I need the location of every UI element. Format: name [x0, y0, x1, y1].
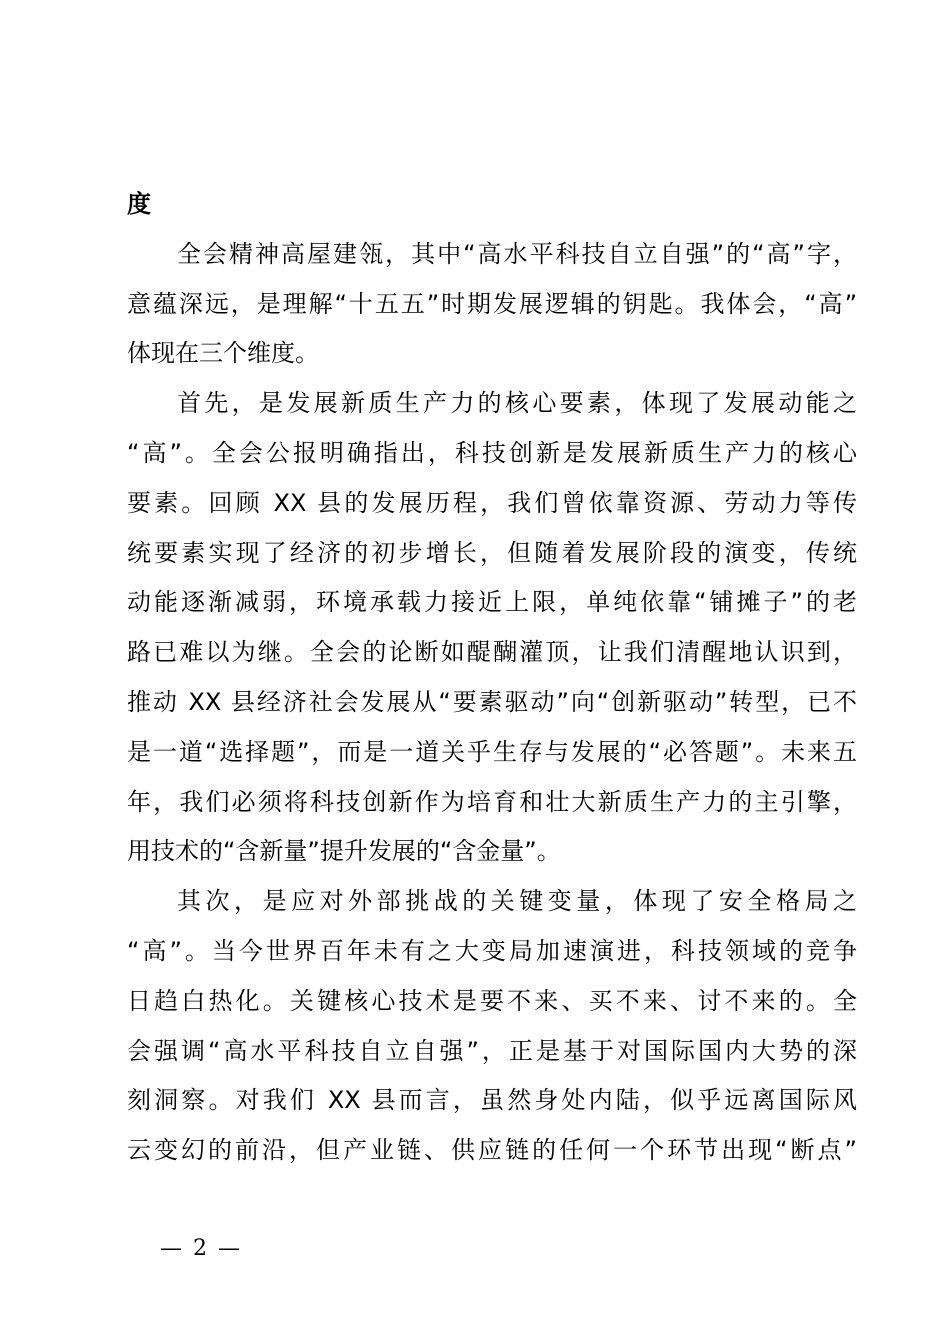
- text-line: 意蕴深远，是理解“十五五”时期发展逻辑的钥匙。我体会，“高”: [127, 289, 857, 318]
- paragraph-second: [127, 877, 857, 1176]
- text-line: 统要素实现了经济的初步增长，但随着发展阶段的演变，传统: [127, 538, 857, 567]
- paragraph-intro: [127, 230, 857, 379]
- text-line: 推动 XX 县经济社会发展从“要素驱动”向“创新驱动”转型，已不: [127, 687, 857, 716]
- text-line: 其次，是应对外部挑战的关键变量，体现了安全格局之: [177, 887, 857, 916]
- text-line: 会强调“高水平科技自立自强”，正是基于对国际国内大势的深: [127, 1036, 857, 1065]
- text-line: 要素。回顾 XX 县的发展历程，我们曾依靠资源、劳动力等传: [127, 488, 857, 517]
- text-line: “高”。当今世界百年未有之大变局加速演进，科技领域的竞争: [127, 936, 857, 965]
- paragraph-first: [127, 379, 857, 877]
- body-text: [127, 180, 857, 1176]
- text-line: 首先，是发展新质生产力的核心要素，体现了发展动能之: [177, 389, 857, 418]
- text-line: 刻洞察。对我们 XX 县而言，虽然身处内陆，似乎远离国际风: [127, 1086, 857, 1115]
- text-line: 动能逐渐减弱，环境承载力接近上限，单纯依靠“铺摊子”的老: [127, 588, 857, 617]
- text-line: 全会精神高屋建瓴，其中“高水平科技自立自强”的“高”字，: [177, 239, 857, 268]
- text-line: 路已难以为继。全会的论断如醍醐灌顶，让我们清醒地认识到，: [127, 638, 857, 667]
- page-number: — 2 —: [160, 1236, 242, 1261]
- text-line: 用技术的“含新量”提升发展的“含金量”。: [127, 837, 561, 866]
- text-line: 年，我们必须将科技创新作为培育和壮大新质生产力的主引擎，: [127, 787, 857, 816]
- text-line: 云变幻的前沿，但产业链、供应链的任何一个环节出现“断点”: [127, 1136, 857, 1165]
- text-line: 体现在三个维度。: [127, 339, 319, 368]
- text-line: 是一道“选择题”，而是一道关乎生存与发展的“必答题”。未来五: [127, 737, 857, 766]
- section-heading-tail: 度: [127, 190, 151, 218]
- text-line: “高”。全会公报明确指出，科技创新是发展新质生产力的核心: [127, 438, 857, 467]
- text-line: 日趋白热化。关键核心技术是要不来、买不来、讨不来的。全: [127, 986, 857, 1015]
